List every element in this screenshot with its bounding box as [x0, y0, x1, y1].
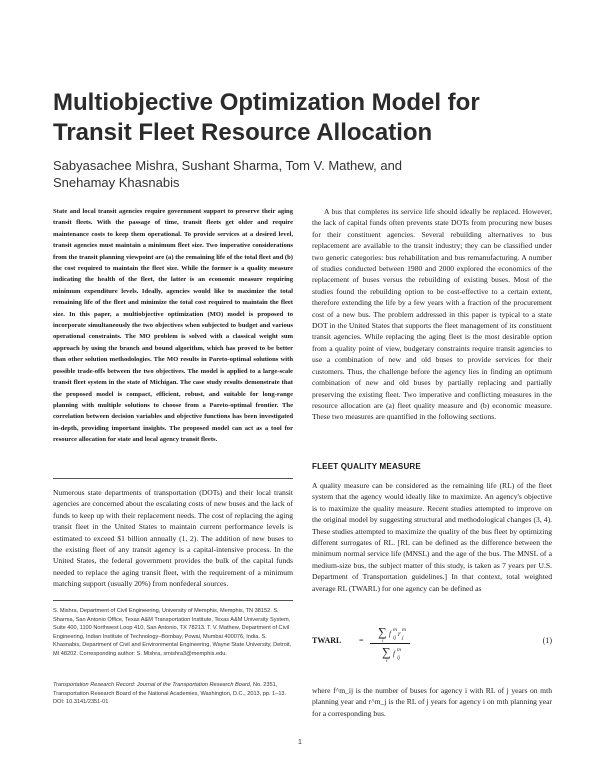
equation-definition-paragraph: where f^m_ij is the number of buses for agency i with RL of j years on mth planning year and r^m_j is the RL of j years for agency i on mth planning year for a corresponding bus. [312, 686, 552, 718]
affiliation-divider [53, 600, 293, 601]
fleet-quality-block [312, 480, 552, 594]
introduction-block [53, 487, 293, 590]
denominator-f: f [393, 650, 395, 658]
numerator-f: f [389, 630, 391, 638]
denominator-f-sup: m [397, 647, 401, 653]
equation-number: (1) [542, 636, 552, 645]
equation-twarl [312, 622, 552, 666]
equation-equals: = [359, 636, 364, 645]
author-affiliations: S. Mishra, Department of Civil Engineering, University of Memphis, Memphis, TN 38152. S. Sharma, San Antonio Office, Texas A&M Transportation Institute, Texas A&M University System, Suite 400, 1100 Northwest Loop 410, San Antonio, TX 78213. T. V. Mathew, Department of Civil Engineering, Indian Institute of Technology–Bombay, Powai, Mumbai 400076, India. S. Khasnabis, Department of Civil and Environmental Engineering, Wayne State University, Detroit, MI 48202. Corresponding author: S. Mishra, smishra3@memphis.edu. [53, 608, 292, 657]
numerator-r-sub: j [402, 635, 404, 641]
citation-details: No. 2351, Transportation Research Board of the National Academies, Washington, D.C., 2013, pp. 1–13. [53, 682, 287, 697]
section-heading-fleet-quality: FLEET QUALITY MEASURE [312, 462, 421, 471]
fraction-bar [370, 643, 410, 644]
bus-replacement-paragraph: A bus that completes its service life should ideally be replaced. However, the lack of capital funds often prevents state DOTs from procuring new buses for their constituent agencies. Several rebuilding alternatives to bus replacement are available to the transit industry; they can be classified under two generic categories: bus rehabilitation and bus remanufacturing. A number of studies conducted between 1980 and 2000 explored the economics of the replacement of buses versus the rebuilding of existing buses. Most of the studies found the rebuilding option to be cost-effective to a certain extent, therefore extending the life by a few years with a fraction of the procurement cost of a new bus. The problem addressed in this paper is typical to a state DOT in the United States that supports the fleet management of its constituent transit agencies. While replacing the aging fleet is the most desirable option from a quality point of view, budgetary constraints require transit agencies to use a combination of new and old buses to provide services for their customers. Thus, the challenge before the agency lies in finding an optimum combination of new and old buses by partially replacing and partially preserving the existing fleet. Two imperative and conflicting measures in the resource allocation are (a) fleet quality measure and (b) economic measure. These two measures are quantified in the following sections. [312, 207, 552, 422]
denominator-sum-index: i [386, 658, 388, 664]
intro-paragraph: Numerous state departments of transportation (DOTs) and their local transit agencies are concerned about the escalating costs of new buses and the lack of funds to keep up with their replacement needs. The cost of replacing the aging transit fleet in the United States to maintain current performance levels is estimated to exceed $1 billion annually (1, 2). The addition of new buses to the existing fleet of any transit agency is a capital-intensive process. In the United States, the federal government provides the bulk of the capital funds needed to replace the aging transit fleet, with the requirement of a minimum matching support (usually 20%) from nonfederal sources. [53, 488, 293, 589]
article-title: Multiobjective Optimization Model for Transit Fleet Resource Allocation [53, 89, 480, 146]
denominator-sum-symbol: ∑ [382, 645, 391, 659]
abstract-block [53, 206, 293, 446]
author-list: Sabyasachee Mishra, Sushant Sharma, Tom V. Mathew, and Snehamay Khasnabis [53, 158, 403, 190]
doi-text: DOI: 10.3141/2351-01 [53, 699, 109, 706]
numerator-f-sup: m [393, 627, 397, 633]
fleet-quality-paragraph: A quality measure can be considered as the remaining life (RL) of the fleet system that the agency would ideally like to maximize. An agency's objective is to maximize the quality measure. Recent studies attempted to improve on the original model by suggesting structural and methodological changes (3, 4). These studies attempted to maximize the quality of the bus fleet by optimizing different surrogates of RL. [RL can be defined as the difference between the minimum normal service life (MNSL) and the age of the bus. The MNSL of a medium-size bus, the subject matter of this study, is taken as 7 years per U.S. Department of Transportation guidelines.] In that context, total weighted average RL (TWARL) for one agency can be defined as [312, 481, 552, 593]
numerator-r: r [398, 630, 401, 638]
abstract-text: State and local transit agencies require government support to preserve their aging transit fleets. With the passage of time, transit fleets get older and require maintenance costs to keep them operational. To provide services at a desired level, transit agencies must maintain a minimum fleet size. Two imperative considerations from the transit planning viewpoint are (a) the remaining life of the total fleet and (b) the cost required to maintain the fleet size. While the former is a quality measure indicating the health of the fleet, the latter is an economic measure requiring minimum expenditure levels. Ideally, agencies would like to maximize the total remaining life of the fleet and minimize the total cost required to maintain the fleet size. In this paper, a multiobjective optimization (MO) model is proposed to incorporate simultaneously the two objectives when subjected to budget and various operational constraints. The MO problem is solved with a classical weight sum approach by using the branch and bound algorithm, which has proved to be better than other solution methodologies. The MO results in Pareto-optimal solutions with possible trade-offs between the two objectives. The model is applied to a large-scale transit fleet system in the state of Michigan. The case study results demonstrate that the proposed model is compact, efficient, robust, and suitable for long-range planning with multiple solutions to choose from a Pareto-optimal frontier. The correlation between decision variables and objective functions has been investigated in-depth, providing important insights. The proposed model can act as a tool for resource allocation for state and local agency transit fleets. [53, 208, 293, 444]
equation-lhs: TWARL [312, 636, 342, 645]
journal-name: Transportation Research Record: Journal of the Transportation Research Board, [53, 682, 252, 688]
numerator-r-sup: m [402, 627, 406, 633]
page-number: 1 [298, 739, 302, 746]
denominator-f-sub: ij [397, 655, 401, 661]
citation-block [53, 681, 293, 707]
right-column-top [312, 206, 552, 423]
equation-definition-block [312, 685, 552, 719]
numerator-sum-index: i [382, 638, 384, 644]
numerator-sum-symbol: ∑ [378, 625, 387, 639]
abstract-divider [53, 478, 293, 479]
numerator-f-sub: ij [393, 635, 397, 641]
